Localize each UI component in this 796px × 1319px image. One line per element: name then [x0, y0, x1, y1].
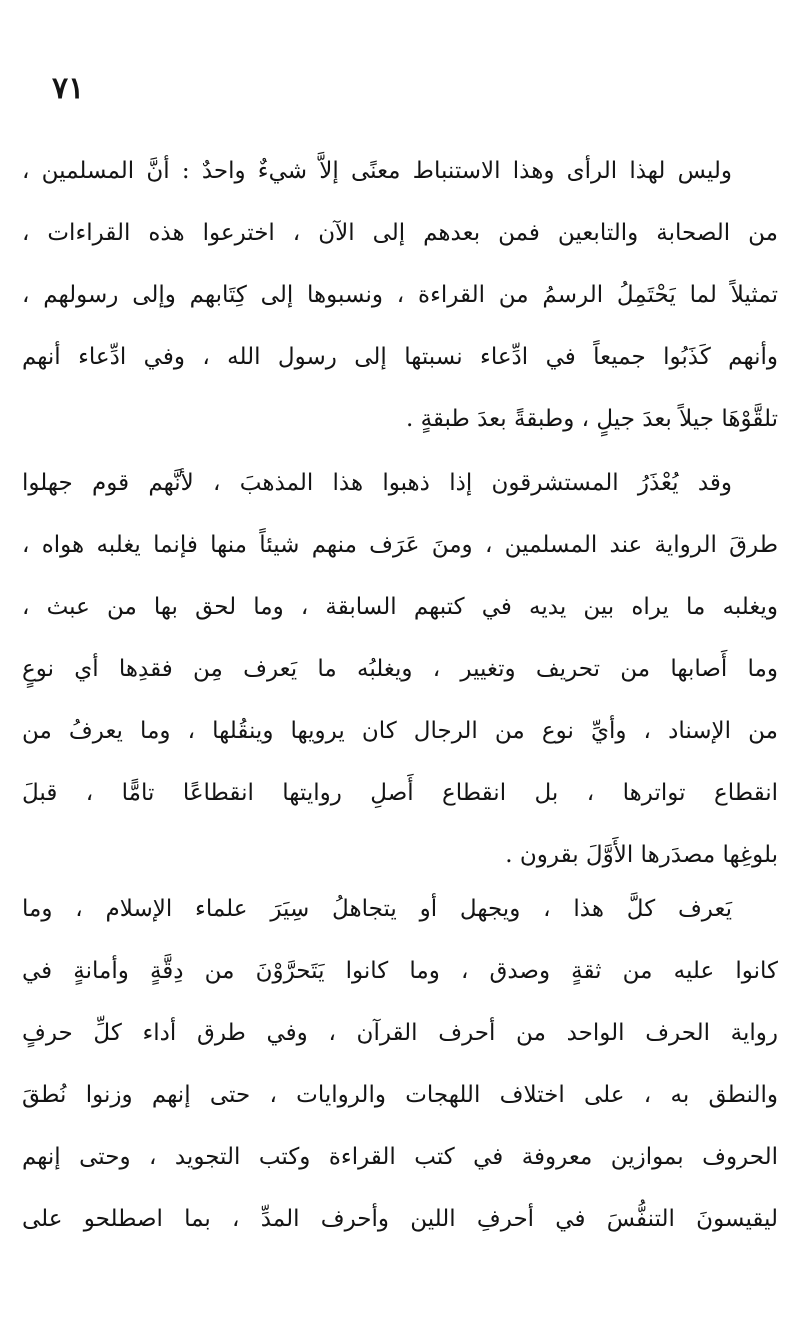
paragraph-3: [22, 878, 778, 1250]
text-line: من الإسناد ، وأيِّ نوع من الرجال كان يرويها وينقُلها ، وما يعرفُ من: [22, 718, 778, 744]
text-line: وليس لهذا الرأى وهذا الاستنباط معنًى إلاَّ شيءٌ واحدٌ : أنَّ المسلمين ،: [22, 158, 732, 184]
text-line: بلوغِها مصدَرها الأَوَّلَ بقرون .: [505, 842, 778, 868]
text-line: وأنهم كَذَبُوا جميعاً في ادِّعاء نسبتها إلى رسول الله ، وفي ادِّعاء أنهم: [22, 344, 778, 370]
page-number: ٧١: [52, 71, 85, 106]
text-line: وما أَصابها من تحريف وتغيير ، ويغلبُه ما يَعرف مِن فقدِها أي نوعٍ: [22, 656, 778, 682]
paragraph-2: [22, 452, 778, 886]
text-line: الحروف بموازين معروفة في كتب القراءة وكتب التجويد ، وحتى إنهم: [22, 1144, 778, 1170]
text-line: ليقيسونَ التنفُّسَ في أحرفِ اللين وأحرف المدِّ ، بما اصطلحو على: [22, 1206, 778, 1232]
text-line: كانوا عليه من ثقةٍ وصدق ، وما كانوا يَتَحرَّوْنَ من دِقَّةٍ وأمانةٍ في: [22, 958, 778, 984]
text-line: من الصحابة والتابعين فمن بعدهم إلى الآن ، اخترعوا هذه القراءات ،: [22, 220, 778, 246]
text-line: يَعرف كلَّ هذا ، ويجهل أو يتجاهلُ سِيَرَ علماء الإسلام ، وما: [22, 896, 732, 922]
text-line: طرقَ الرواية عند المسلمين ، ومنَ عَرَف منهم شيئاً منها فإنما يغلبه هواه ،: [22, 532, 778, 558]
text-line: وقد يُعْذَرُ المستشرقون إذا ذهبوا هذا المذهبَ ، لأنَّهم قوم جهلوا: [22, 470, 732, 496]
text-line: رواية الحرف الواحد من أحرف القرآن ، وفي طرق أداء كلِّ حرفٍ: [22, 1020, 778, 1046]
text-line: ويغلبه ما يراه بين يديه في كتبهم السابقة ، وما لحق بها من عبث ،: [22, 594, 778, 620]
text-line: انقطاع تواترها ، بل انقطاع أَصلِ روايتها انقطاعًا تامًّا ، قبلَ: [22, 780, 778, 806]
text-line: تمثيلاً لما يَحْتَمِلُ الرسمُ من القراءة ، ونسبوها إلى كِتَابهم وإلى رسولهم ،: [22, 282, 778, 308]
text-line: والنطق به ، على اختلاف اللهجات والروايات ، حتى إنهم وزنوا نُطقَ: [22, 1082, 778, 1108]
paragraph-1: [22, 140, 778, 450]
text-line: تلقَّوْهَا جيلاً بعدَ جيلٍ ، وطبقةً بعدَ طبقةٍ .: [405, 406, 778, 432]
